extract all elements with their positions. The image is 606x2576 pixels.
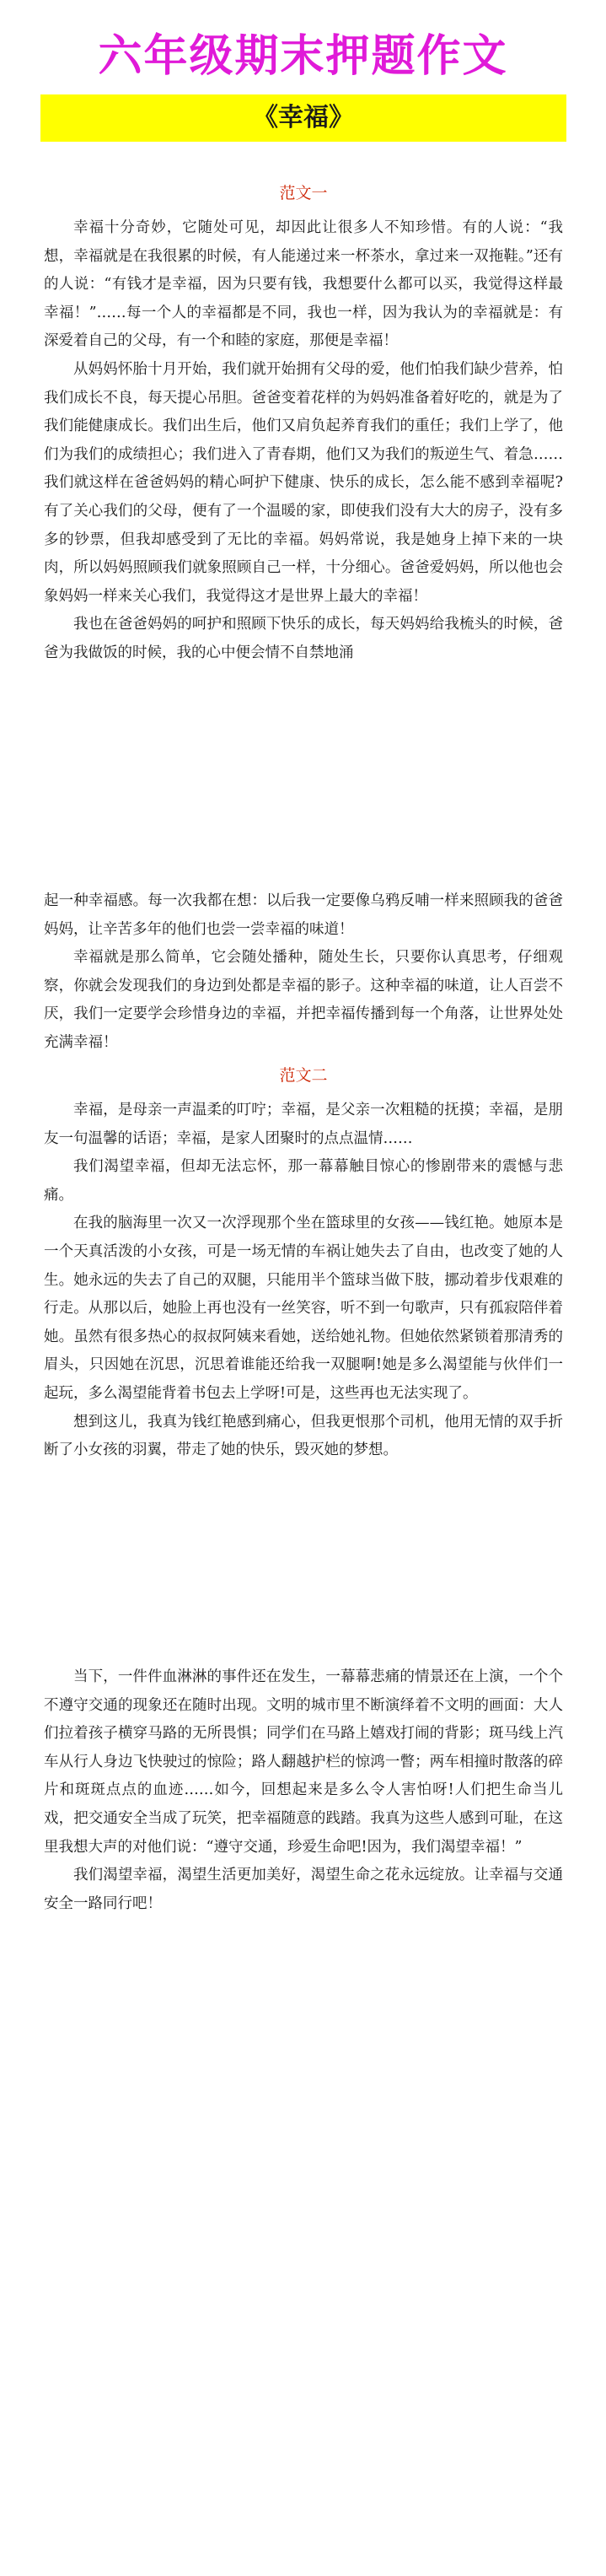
essay1-paragraph: 起一种幸福感。每一次我都在想：以后我一定要像乌鸦反哺一样来照顾我的爸爸妈妈，让辛苦多年的他们也尝一尝幸福的味道！	[44, 892, 563, 938]
subtitle-banner	[40, 94, 566, 142]
essay2-block1	[44, 1061, 563, 1465]
essay1-paragraph: 我也在爸爸妈妈的呵护和照顾下快乐的成长，每天妈妈给我梳头的时候，爸爸为我做饭的时候，我的心中便会情不自禁地涌	[44, 616, 563, 661]
essay1-block1	[44, 179, 563, 668]
essay2-paragraph: 想到这儿，我真为钱红艳感到痛心，但我更恨那个司机，他用无情的双手折断了小女孩的羽翼，带走了她的快乐，毁灭她的梦想。	[44, 1413, 563, 1459]
essay1-paragraph: 幸福就是那么简单，它会随处播种，随处生长，只要你认真思考，仔细观察，你就会发现我们的身边到处都是幸福的影子。这种幸福的味道，让人百尝不厌，我们一定要学会珍惜身边的幸福，并把幸福传播到每一个角落，让世界处处充满幸福！	[44, 949, 563, 1051]
essay2-paragraph: 我们渴望幸福，渴望生活更加美好，渴望生命之花永远绽放。让幸福与交通安全一路同行吧！	[44, 1867, 563, 1912]
essay1-paragraph: 从妈妈怀胎十月开始，我们就开始拥有父母的爱，他们怕我们缺少营养，怕我们成长不良，每天提心吊胆。爸爸变着花样的为妈妈准备着好吃的，就是为了我们能健康成长。我们出生后，他们又肩负起养育我们的重任；我们上学了，他们为我们的成绩担心；我们进入了青春期，他们又为我们的叛逆生气、着急……我们就这样在爸爸妈妈的精心呵护下健康、快乐的成长，怎么能不感到幸福呢?有了关心我们的父母，便有了一个温暖的家，即使我们没有大大的房子，没有多多的钞票，但我却感受到了无比的幸福。妈妈常说，我是她身上掉下来的一块肉，所以妈妈照顾我们就象照顾自己一样，十分细心。爸爸爱妈妈，所以他也会象妈妈一样来关心我们，我觉得这才是世界上最大的幸福！	[44, 360, 563, 605]
essay2-paragraph: 在我的脑海里一次又一次浮现那个坐在篮球里的女孩——钱红艳。她原本是一个天真活泼的小女孩，可是一场无情的车祸让她失去了自由，也改变了她的人生。她永远的失去了自己的双腿，只能用半个篮球当做下肢，挪动着步伐艰难的行走。从那以后，她脸上再也没有一丝笑容，听不到一句歌声，只有孤寂陪伴着她。虽然有很多热心的叔叔阿姨来看她，送给她礼物。但她依然紧锁着那清秀的眉头，只因她在沉思，沉思着谁能还给我一双腿啊!她是多么渴望能与伙伴们一起玩，多么渴望能背着书包去上学呀!可是，这些再也无法实现了。	[44, 1215, 563, 1402]
essay2-paragraph: 我们渴望幸福，但却无法忘怀，那一幕幕触目惊心的惨剧带来的震憾与悲痛。	[44, 1158, 563, 1204]
essay2-heading: 范文二	[279, 1066, 328, 1085]
essay2-paragraph: 幸福，是母亲一声温柔的叮咛；幸福，是父亲一次粗糙的抚摸；幸福，是朋友一句温馨的话语；幸福，是家人团聚时的点点温情……	[44, 1102, 563, 1147]
page-title: 六年级期末押题作文	[98, 31, 508, 82]
essay2-block2	[44, 1663, 563, 1918]
subtitle-text: 《幸福》	[253, 103, 354, 132]
essay1-paragraph: 幸福十分奇妙，它随处可见，却因此让很多人不知珍惜。有的人说：“我想，幸福就是在我很累的时候，有人能递过来一杯茶水，拿过来一双拖鞋。”还有的人说：“有钱才是幸福，因为只要有钱，我想要什么都可以买，我觉得这样最幸福！”……每一个人的幸福都是不同，我也一样，因为我认为的幸福就是：有深爱着自己的父母，有一个和睦的家庭，那便是幸福！	[44, 219, 563, 350]
essay1-block2	[44, 887, 563, 1058]
essay2-paragraph: 当下，一件件血淋淋的事件还在发生，一幕幕悲痛的情景还在上演，一个个不遵守交通的现象还在随时出现。文明的城市里不断演绎着不文明的画面：大人们拉着孩子横穿马路的无所畏惧；同学们在马路上嬉戏打闹的背影；斑马线上汽车从行人身边飞快驶过的惊险；路人翻越护栏的惊鸿一瞥；两车相撞时散落的碎片和斑斑点点的血迹……如今，回想起来是多么令人害怕呀!人们把生命当儿戏，把交通安全当成了玩笑，把幸福随意的践踏。我真为这些人感到可耻，在这里我想大声的对他们说：“遵守交通，珍爱生命吧!因为，我们渴望幸福！”	[44, 1668, 563, 1856]
essay1-heading: 范文一	[279, 184, 328, 202]
